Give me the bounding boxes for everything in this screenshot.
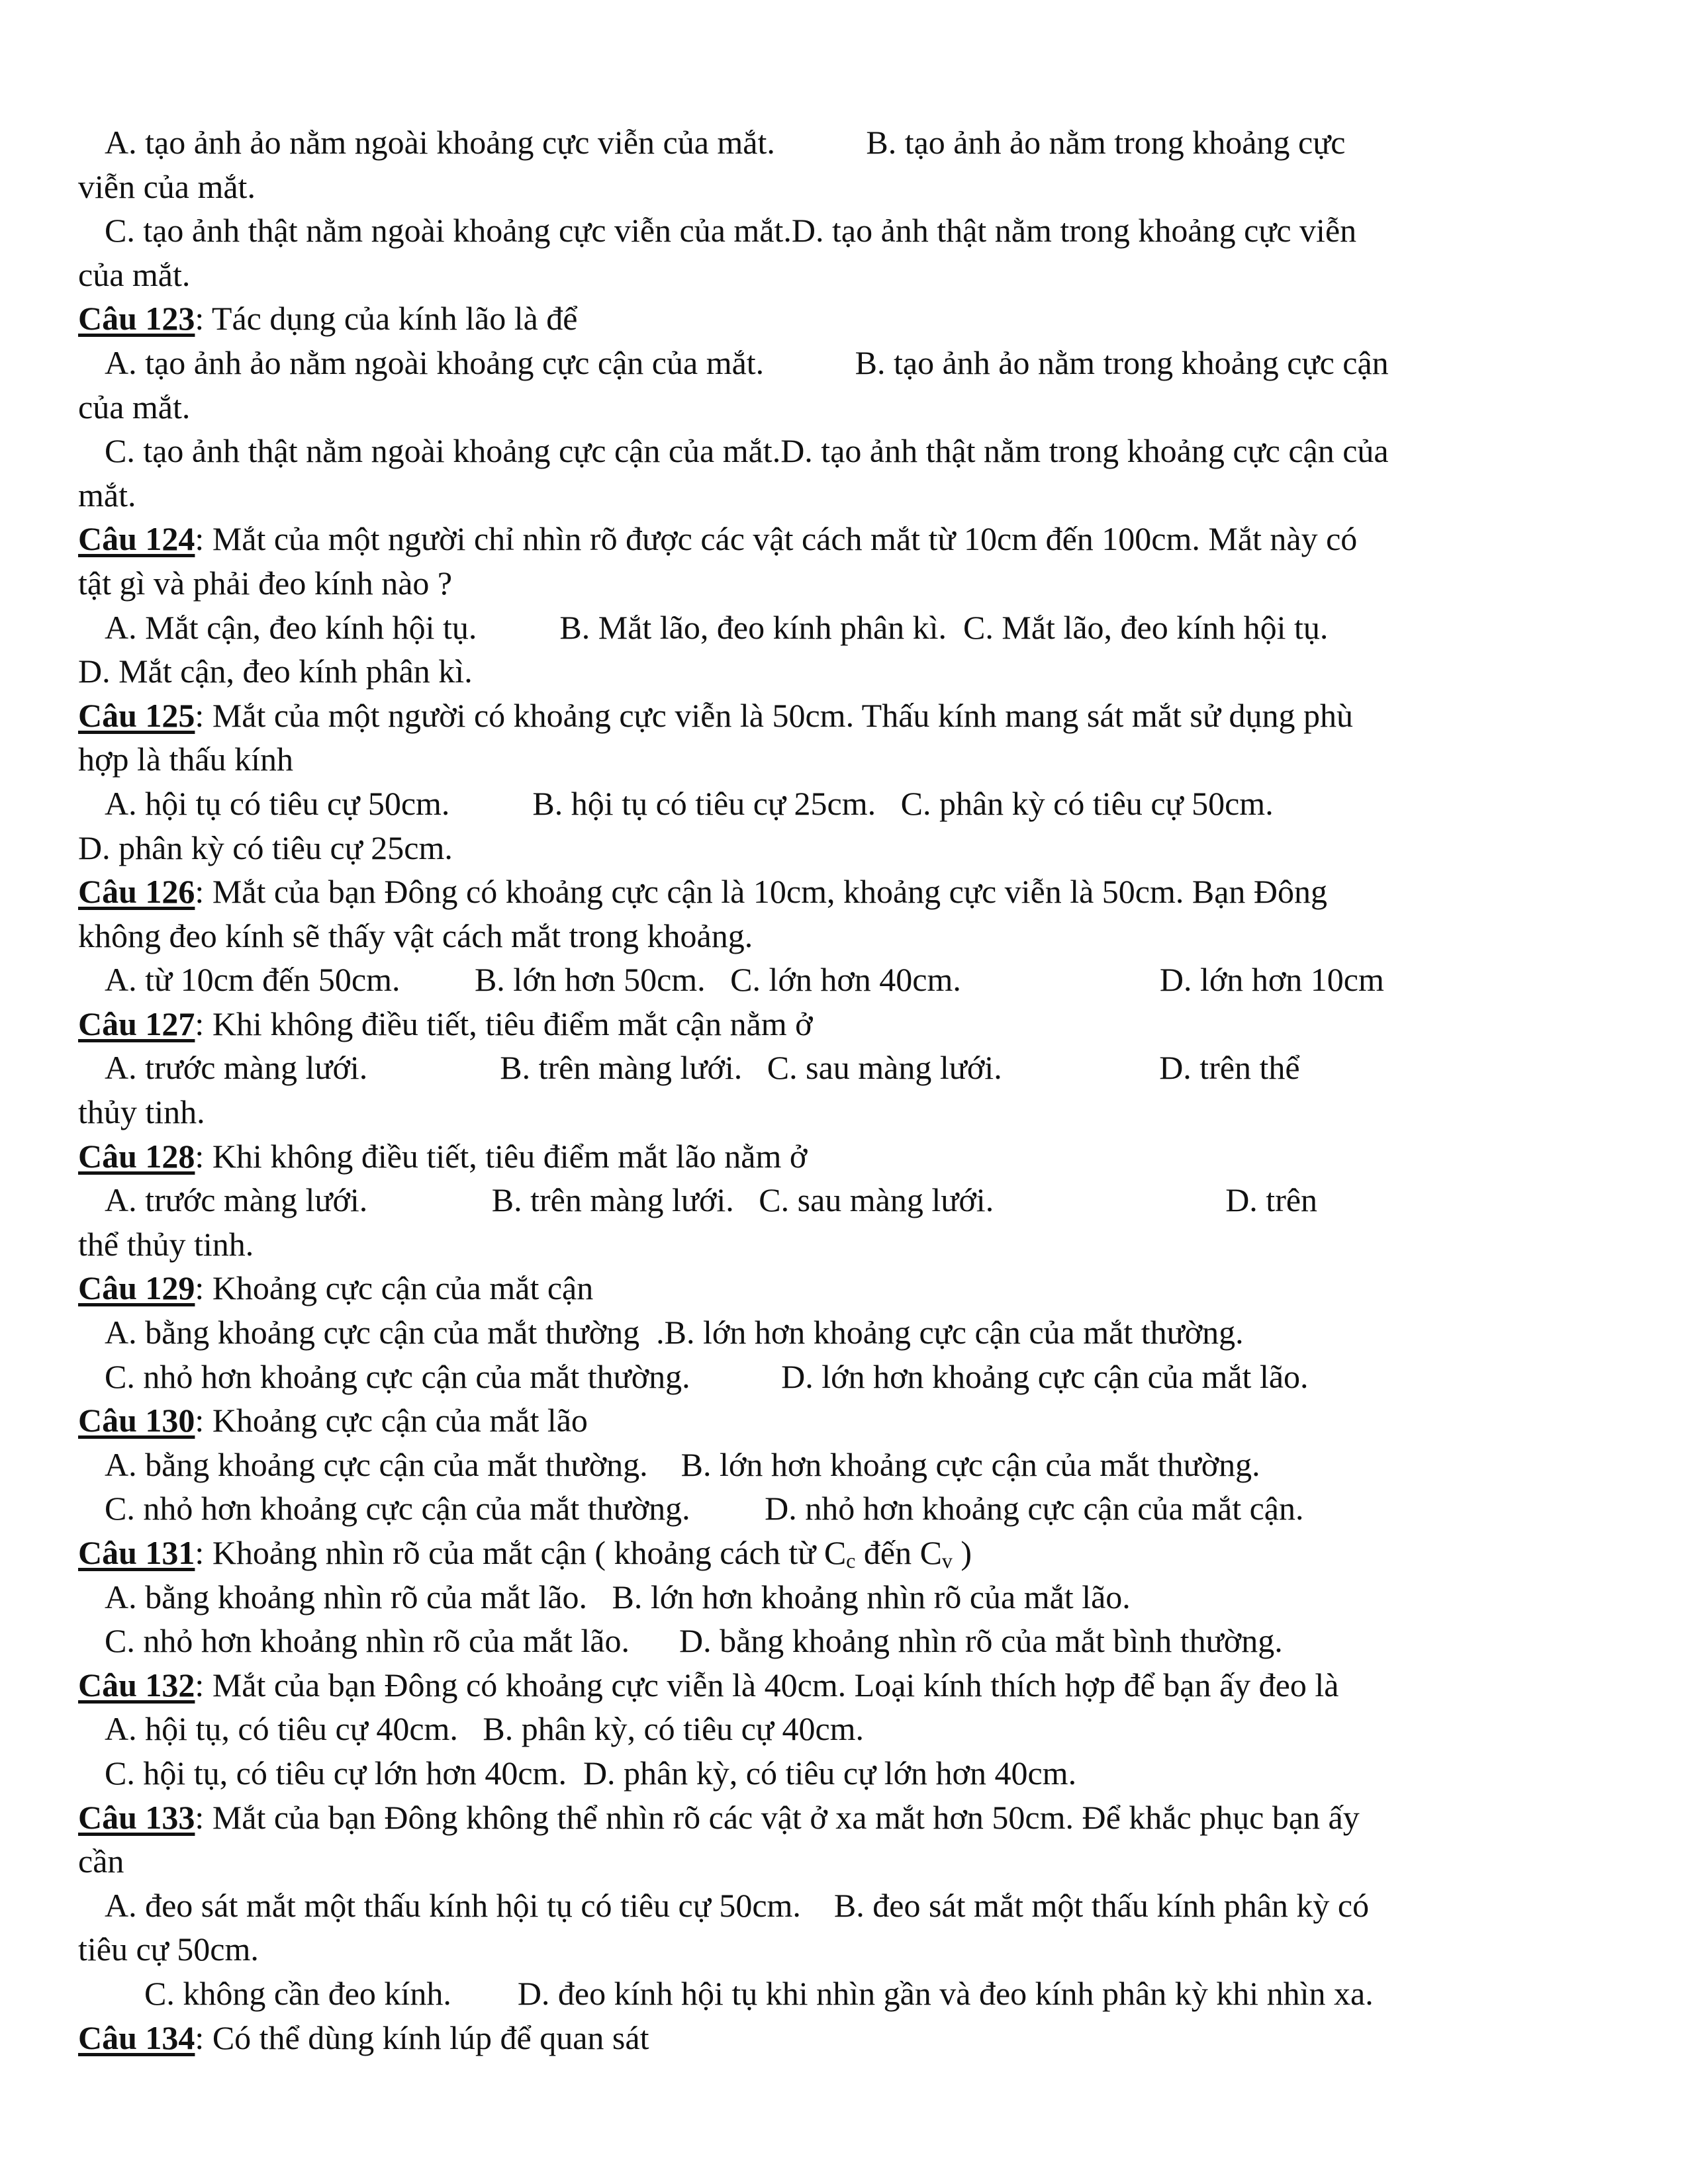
question-number: Câu 133 <box>78 1798 195 1836</box>
text-line: cần <box>78 1843 124 1880</box>
question-line <box>78 296 1613 341</box>
question-line <box>78 1002 1613 1046</box>
text-line: không đeo kính sẽ thấy vật cách mắt trong khoảng. <box>78 917 753 954</box>
text-line: thủy tinh. <box>78 1093 205 1131</box>
answer-line: A. từ 10cm đến 50cm. B. lớn hơn 50cm. C. lớn hơn 40cm. D. lớn hơn 10cm <box>105 961 1384 999</box>
question-text: ) <box>952 1534 972 1571</box>
question-number: Câu 129 <box>78 1269 195 1307</box>
answer-line: A. trước màng lưới. B. trên màng lưới. C. sau màng lưới. D. trên thể <box>105 1049 1300 1087</box>
text-line: của mắt. <box>78 388 191 426</box>
question-number: Câu 132 <box>78 1666 195 1704</box>
answer-line: C. nhỏ hơn khoảng nhìn rõ của mắt lão. D. bằng khoảng nhìn rõ của mắt bình thường. <box>105 1622 1283 1660</box>
question-text: đến C <box>855 1534 942 1571</box>
answer-line: A. bằng khoảng nhìn rõ của mắt lão. B. lớn hơn khoảng nhìn rõ của mắt lão. <box>105 1578 1131 1615</box>
answer-line: A. trước màng lưới. B. trên màng lưới. C. sau màng lưới. D. trên <box>105 1181 1318 1219</box>
answer-line: A. tạo ảnh ảo nằm ngoài khoảng cực viễn của mắt. B. tạo ảnh ảo nằm trong khoảng cực <box>105 124 1346 161</box>
text-line: của mắt. <box>78 255 191 293</box>
text-line: mắt. <box>78 476 136 514</box>
question-number: Câu 134 <box>78 2019 195 2056</box>
question-number: Câu 130 <box>78 1402 195 1439</box>
answer-line: C. không cần đeo kính. D. đeo kính hội tụ khi nhìn gần và đeo kính phân kỳ khi nhìn xa. <box>144 1974 1374 2012</box>
answer-line: A. tạo ảnh ảo nằm ngoài khoảng cực cận của mắt. B. tạo ảnh ảo nằm trong khoảng cực cận <box>105 343 1389 381</box>
subscript-c: c <box>846 1549 856 1572</box>
question-line <box>78 2016 1613 2060</box>
text-line: D. Mắt cận, đeo kính phân kì. <box>78 653 473 690</box>
question-text: : Khoảng nhìn rõ của mắt cận ( khoảng cách từ C <box>195 1534 847 1571</box>
text-line: tật gì và phải đeo kính nào ? <box>78 564 453 602</box>
question-number: Câu 128 <box>78 1137 195 1175</box>
question-line <box>78 1663 1613 1707</box>
question-text: : Mắt của bạn Đông có khoảng cực viễn là 40cm. Loại kính thích hợp để bạn ấy đeo là <box>195 1666 1339 1704</box>
text-line: hợp là thấu kính <box>78 741 293 778</box>
question-text: : Khoảng cực cận của mắt lão <box>195 1402 588 1439</box>
answer-line: A. bằng khoảng cực cận của mắt thường .B. lớn hơn khoảng cực cận của mắt thường. <box>105 1314 1244 1351</box>
question-line <box>78 694 1613 738</box>
question-text: : Tác dụng của kính lão là để <box>195 300 578 338</box>
subscript-v: v <box>941 1549 953 1572</box>
answer-line: A. hội tụ có tiêu cự 50cm. B. hội tụ có tiêu cự 25cm. C. phân kỳ có tiêu cự 50cm. <box>105 784 1274 822</box>
question-line <box>78 1531 1613 1575</box>
question-line <box>78 1266 1613 1310</box>
question-text: : Mắt của một người có khoảng cực viễn là 50cm. Thấu kính mang sát mắt sử dụng phù <box>195 696 1353 734</box>
question-line <box>78 1134 1613 1179</box>
question-line <box>78 517 1613 561</box>
question-number: Câu 126 <box>78 873 195 911</box>
text-line: tiêu cự 50cm. <box>78 1931 259 1968</box>
text-line: viễn của mắt. <box>78 167 256 205</box>
document-page <box>78 120 1613 2060</box>
question-number: Câu 131 <box>78 1534 195 1571</box>
question-text: : Mắt của bạn Đông không thể nhìn rõ các vật ở xa mắt hơn 50cm. Để khắc phục bạn ấy <box>195 1798 1360 1836</box>
question-line <box>78 1398 1613 1443</box>
question-text: : Mắt của bạn Đông có khoảng cực cận là 10cm, khoảng cực viễn là 50cm. Bạn Đông <box>195 873 1328 911</box>
text-line: thể thủy tinh. <box>78 1225 254 1263</box>
question-text: : Mắt của một người chỉ nhìn rõ được các vật cách mắt từ 10cm đến 100cm. Mắt này có <box>195 520 1358 558</box>
question-text: : Có thể dùng kính lúp để quan sát <box>195 2019 649 2056</box>
question-number: Câu 127 <box>78 1005 195 1042</box>
answer-line: A. bằng khoảng cực cận của mắt thường. B. lớn hơn khoảng cực cận của mắt thường. <box>105 1445 1260 1483</box>
question-text: : Khoảng cực cận của mắt cận <box>195 1269 594 1307</box>
answer-line: A. Mắt cận, đeo kính hội tụ. B. Mắt lão, đeo kính phân kì. C. Mắt lão, đeo kính hội tụ. <box>105 608 1329 646</box>
answer-line: C. tạo ảnh thật nằm ngoài khoảng cực cận của mắt.D. tạo ảnh thật nằm trong khoảng cực cận của <box>105 432 1389 470</box>
answer-line: C. nhỏ hơn khoảng cực cận của mắt thường. D. lớn hơn khoảng cực cận của mắt lão. <box>105 1357 1309 1395</box>
answer-line: C. hội tụ, có tiêu cự lớn hơn 40cm. D. phân kỳ, có tiêu cự lớn hơn 40cm. <box>105 1754 1077 1792</box>
text-line: D. phân kỳ có tiêu cự 25cm. <box>78 829 453 866</box>
question-text: : Khi không điều tiết, tiêu điểm mắt cận nằm ở <box>195 1005 813 1042</box>
question-number: Câu 123 <box>78 300 195 338</box>
question-text: : Khi không điều tiết, tiêu điểm mắt lão nằm ở <box>195 1137 808 1175</box>
question-line <box>78 870 1613 914</box>
question-line <box>78 1796 1613 1840</box>
answer-line: A. hội tụ, có tiêu cự 40cm. B. phân kỳ, có tiêu cự 40cm. <box>105 1710 865 1748</box>
answer-line: C. tạo ảnh thật nằm ngoài khoảng cực viễn của mắt.D. tạo ảnh thật nằm trong khoảng cực viễn <box>105 212 1357 250</box>
question-number: Câu 125 <box>78 696 195 734</box>
answer-line: A. đeo sát mắt một thấu kính hội tụ có tiêu cự 50cm. B. đeo sát mắt một thấu kính phân kỳ có <box>105 1886 1370 1924</box>
question-number: Câu 124 <box>78 520 195 558</box>
answer-line: C. nhỏ hơn khoảng cực cận của mắt thường. D. nhỏ hơn khoảng cực cận của mắt cận. <box>105 1490 1304 1527</box>
